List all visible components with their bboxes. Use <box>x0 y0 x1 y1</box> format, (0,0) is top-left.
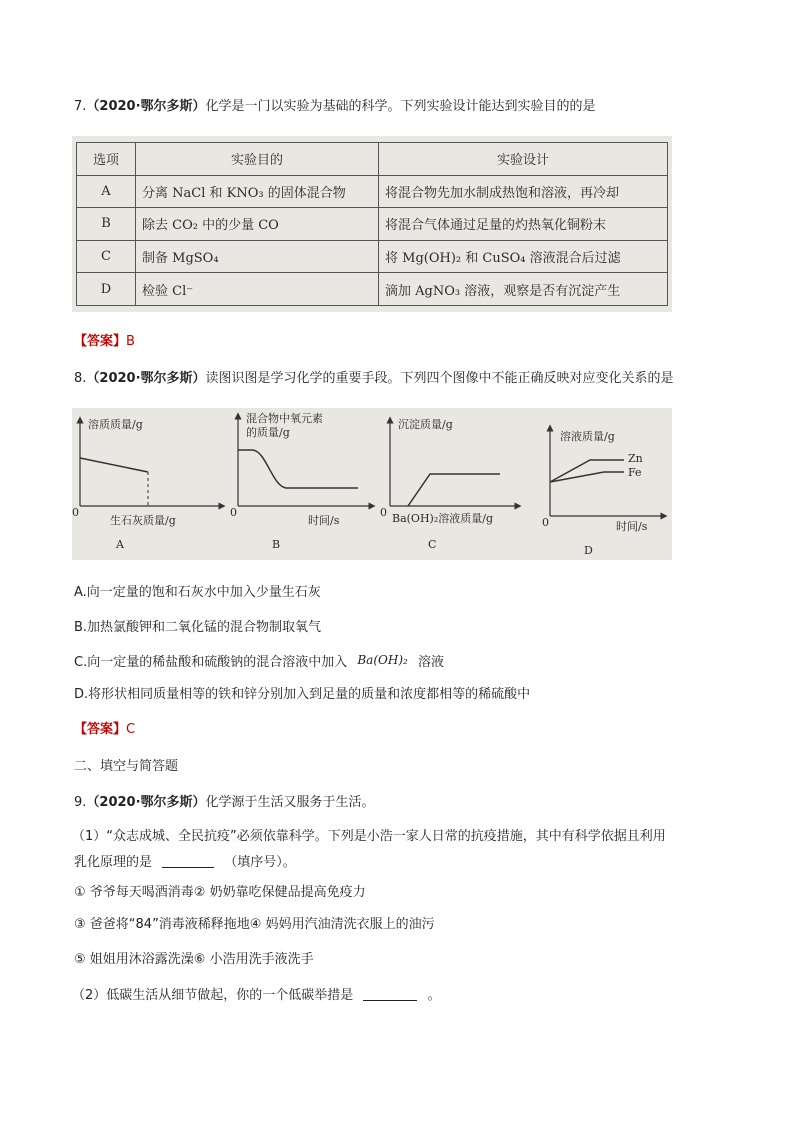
table-cell: 将混合物先加水制成热饱和溶液，再冷却 <box>379 175 668 208</box>
table-cell: 除去 CO₂ 中的少量 CO <box>136 208 379 241</box>
table-row <box>77 208 668 241</box>
graph-b-xlabel: 时间/s <box>308 514 340 527</box>
q9-number: 9. <box>74 795 87 810</box>
table-cell: 制备 MgSO₄ <box>136 240 379 273</box>
q7-source: （2020·鄂尔多斯） <box>86 99 206 114</box>
q9-stem: 化学源于生活又服务于生活。 <box>205 795 375 810</box>
graph-c-origin: 0 <box>380 506 387 519</box>
graph-d-xlabel: 时间/s <box>616 520 648 533</box>
graph-d <box>542 428 664 557</box>
graph-b-ylabel-line2: 的质量/g <box>246 426 290 439</box>
q7-table <box>76 142 668 306</box>
q7-answer-label: 【答案】 <box>74 334 127 349</box>
q9-part1-text: 乳化原理的是 <box>74 855 153 870</box>
table-cell: 将 Mg(OH)₂ 和 CuSO₄ 溶液混合后过滤 <box>379 240 668 273</box>
q8-option-c <box>74 651 444 672</box>
q8-option-b: B.加热氯酸钾和二氧化锰的混合物制取氧气 <box>74 620 322 635</box>
graph-d-series-fe: Fe <box>628 466 642 479</box>
q8-stem: 读图识图是学习化学的重要手段。下列四个图像中不能正确反映对应变化关系的是 <box>205 371 674 386</box>
q8-graphs <box>72 408 672 560</box>
q8-source: （2020·鄂尔多斯） <box>86 371 206 386</box>
q9-part2-text: （2）低碳生活从细节做起，你的一个低碳举措是 <box>72 988 354 1003</box>
graph-d-letter: D <box>584 544 593 557</box>
q7-stem: 化学是一门以实验为基础的科学。下列实验设计能达到实验目的的是 <box>205 99 596 114</box>
q9-part1-suffix: （填序号）。 <box>224 855 296 870</box>
graph-b-ylabel-line1: 混合物中氧元素 <box>246 412 323 425</box>
q9-items-line2: ③ 爸爸将“84”消毒液稀释拖地④ 妈妈用汽油清洗衣服上的油污 <box>74 917 435 932</box>
q9-part1-line1: （1）“众志成城、全民抗疫”必须依靠科学。下列是小浩一家人日常的抗疫措施，其中有科学依据且利用 <box>72 829 666 844</box>
table-cell: 检验 Cl⁻ <box>136 273 379 306</box>
q8-option-a: A.向一定量的饱和石灰水中加入少量生石灰 <box>74 585 321 600</box>
graph-a-ylabel: 溶质质量/g <box>88 418 143 431</box>
q8-answer-label: 【答案】 <box>74 722 127 737</box>
q9-part2-answer-blank[interactable] <box>363 986 417 1001</box>
graph-a-origin: 0 <box>72 506 79 519</box>
q7-answer <box>74 333 135 351</box>
q9-items-line3: ⑤ 姐姐用沐浴露洗澡⑥ 小浩用洗手液洗手 <box>74 952 314 967</box>
table-row <box>77 240 668 273</box>
table-cell: C <box>77 240 136 273</box>
q8-option-c-text: C.向一定量的稀盐酸和硫酸钠的混合溶液中加入 <box>74 655 348 670</box>
section-heading: 二、填空与简答题 <box>74 759 179 774</box>
q9-stem-line <box>74 794 375 812</box>
graph-d-curve-fe <box>550 472 624 482</box>
table-header-option: 选项 <box>77 143 136 176</box>
q7-answer-value: B <box>126 334 135 349</box>
graph-d-origin: 0 <box>542 516 549 529</box>
q7-stem-line <box>74 98 596 116</box>
table-header-row <box>77 143 668 176</box>
graph-d-curve-zn <box>550 460 624 482</box>
q9-items-line1: ① 爷爷每天喝酒消毒② 奶奶靠吃保健品提高免疫力 <box>74 885 366 900</box>
q9-source: （2020·鄂尔多斯） <box>86 795 206 810</box>
q8-option-c-formula: Ba(OH)₂ <box>357 653 408 667</box>
graph-b <box>230 411 372 551</box>
table-cell: 滴加 AgNO₃ 溶液，观察是否有沉淀产生 <box>379 273 668 306</box>
table-row <box>77 175 668 208</box>
graph-b-letter: B <box>272 538 281 551</box>
table-cell: B <box>77 208 136 241</box>
table-header-purpose: 实验目的 <box>136 143 379 176</box>
table-cell: A <box>77 175 136 208</box>
table-row <box>77 273 668 306</box>
q8-number: 8. <box>74 371 87 386</box>
graph-b-origin: 0 <box>230 506 237 519</box>
graph-c-curve <box>408 474 500 506</box>
graph-d-ylabel: 溶液质量/g <box>560 430 615 443</box>
table-cell: 分离 NaCl 和 KNO₃ 的固体混合物 <box>136 175 379 208</box>
graph-c-ylabel: 沉淀质量/g <box>398 418 453 431</box>
q9-part2-suffix: 。 <box>427 988 441 1003</box>
q8-answer-value: C <box>126 722 136 737</box>
q8-option-d: D.将形状相同质量相等的铁和锌分别加入到足量的质量和浓度都相等的稀硫酸中 <box>74 687 531 702</box>
graph-c <box>380 417 518 551</box>
q8-stem-line <box>74 370 674 388</box>
graph-a-xlabel: 生石灰质量/g <box>110 514 176 527</box>
graph-a-curve <box>80 458 148 472</box>
graph-a-letter: A <box>116 538 124 551</box>
graph-d-series-zn: Zn <box>628 452 643 465</box>
q8-answer <box>74 721 135 739</box>
q9-part2 <box>72 986 441 1005</box>
q8-option-c-suffix: 溶液 <box>417 655 444 670</box>
graph-c-xlabel: Ba(OH)₂溶液质量/g <box>392 512 493 525</box>
graph-c-letter: C <box>428 538 437 551</box>
graph-b-curve <box>238 450 358 488</box>
graph-a <box>72 417 222 551</box>
table-cell: D <box>77 273 136 306</box>
q7-table-photo <box>72 136 672 312</box>
table-cell: 将混合气体通过足量的灼热氧化铜粉末 <box>379 208 668 241</box>
q9-part1-answer-blank[interactable] <box>162 853 214 868</box>
q8-graphs-photo <box>72 408 672 560</box>
q7-number: 7. <box>74 99 87 114</box>
table-header-design: 实验设计 <box>379 143 668 176</box>
q9-part1-line2 <box>74 853 296 872</box>
